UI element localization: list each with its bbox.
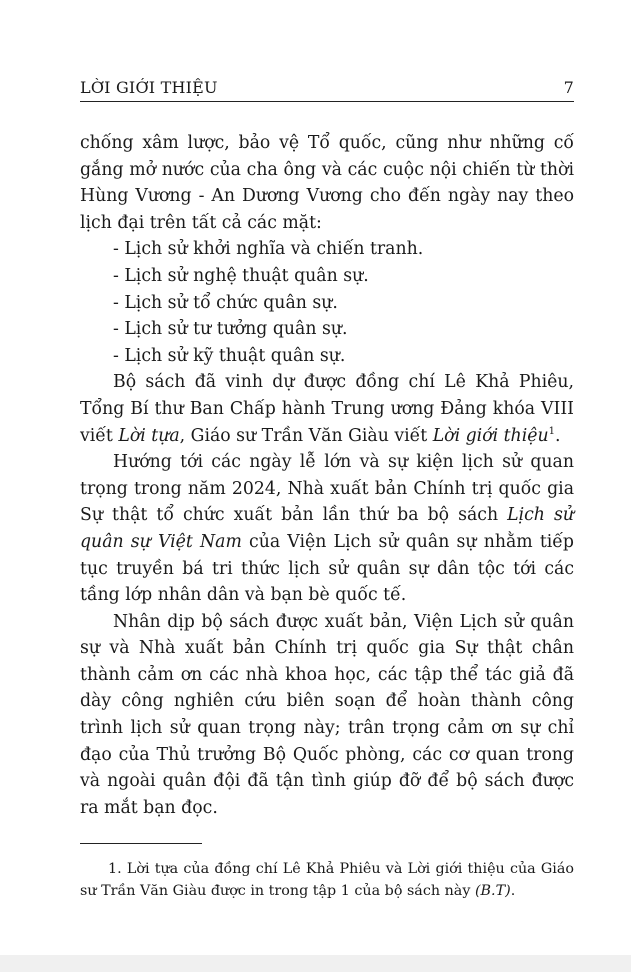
paragraph-1: chống xâm lược, bảo vệ Tổ quốc, cũng như những cố gắng mở nước của cha ông và các cuộc nội chiến từ thời Hùng Vương - An Dương Vương cho đến ngày nay theo lịch đại trên tất cả các mặt: (80, 133, 574, 233)
footnote-text (80, 858, 574, 902)
footnote-end: . (510, 883, 516, 899)
italic-loi-tua: Lời tựa (118, 425, 180, 446)
header-rule (80, 101, 574, 102)
footnote (80, 858, 574, 902)
body-text (80, 130, 574, 821)
list-item: - Lịch sử tư tưởng quân sự. (113, 319, 348, 340)
footnote-ref: 1 (548, 425, 555, 437)
list-item: - Lịch sử khởi nghĩa và chiến tranh. (113, 239, 424, 260)
paragraph-3-text: của Viện Lịch sử quân sự nhằm tiếp tục truyền bá tri thức lịch sử quân sự dân tộc tới các tầng lớp nhân dân và bạn bè quốc tế. (80, 531, 574, 606)
list-item: - Lịch sử nghệ thuật quân sự. (113, 265, 369, 286)
list-item: - Lịch sử tổ chức quân sự. (113, 292, 338, 313)
italic-loi-gioi-thieu: Lời giới thiệu (432, 425, 549, 446)
paragraph-3 (80, 449, 574, 609)
paragraph-2 (80, 369, 574, 449)
running-header (80, 78, 574, 97)
paragraph-4: Nhân dịp bộ sách được xuất bản, Viện Lịch sử quân sự và Nhà xuất bản Chính trị quốc gia Sự thật chân thành cảm ơn các nhà khoa học, các tập thể tác giả đã dày công nghiên cứu biên soạn để hoàn thành công trình lịch sử quan trọng này; trân trọng cảm ơn sự chỉ đạo của Thủ trưởng Bộ Quốc phòng, các cơ quan trong và ngoài quân đội đã tận tình giúp đỡ để bộ sách được ra mắt bạn đọc. (80, 611, 574, 818)
paragraph-2-text: , Giáo sư Trần Văn Giàu viết (179, 425, 433, 446)
paragraph-3-text: Hướng tới các ngày lễ lớn và sự kiện lịch sử quan trọng trong năm 2024, Nhà xuất bản Chính trị quốc gia Sự thật tổ chức xuất bản lần thứ ba bộ sách (80, 452, 574, 526)
chapter-title: LỜI GIỚI THIỆU (80, 78, 218, 97)
italic-book-title: Lịch sử quân sự Việt Nam (80, 505, 574, 552)
footnote-body: 1. Lời tựa của đồng chí Lê Khả Phiêu và Lời giới thiệu của Giáo sư Trần Văn Giàu được in trong tập 1 của bộ sách này (80, 861, 574, 899)
footnote-italic: (B.T) (474, 883, 511, 899)
list-item: - Lịch sử kỹ thuật quân sự. (113, 345, 346, 366)
paragraph-2-text: Bộ sách đã vinh dự được đồng chí Lê Khả Phiêu, Tổng Bí thư Ban Chấp hành Trung ương Đảng khóa VIII viết (80, 372, 574, 446)
paragraph-2-end: . (554, 425, 561, 446)
footnote-rule (80, 843, 202, 844)
page-number: 7 (563, 78, 574, 97)
